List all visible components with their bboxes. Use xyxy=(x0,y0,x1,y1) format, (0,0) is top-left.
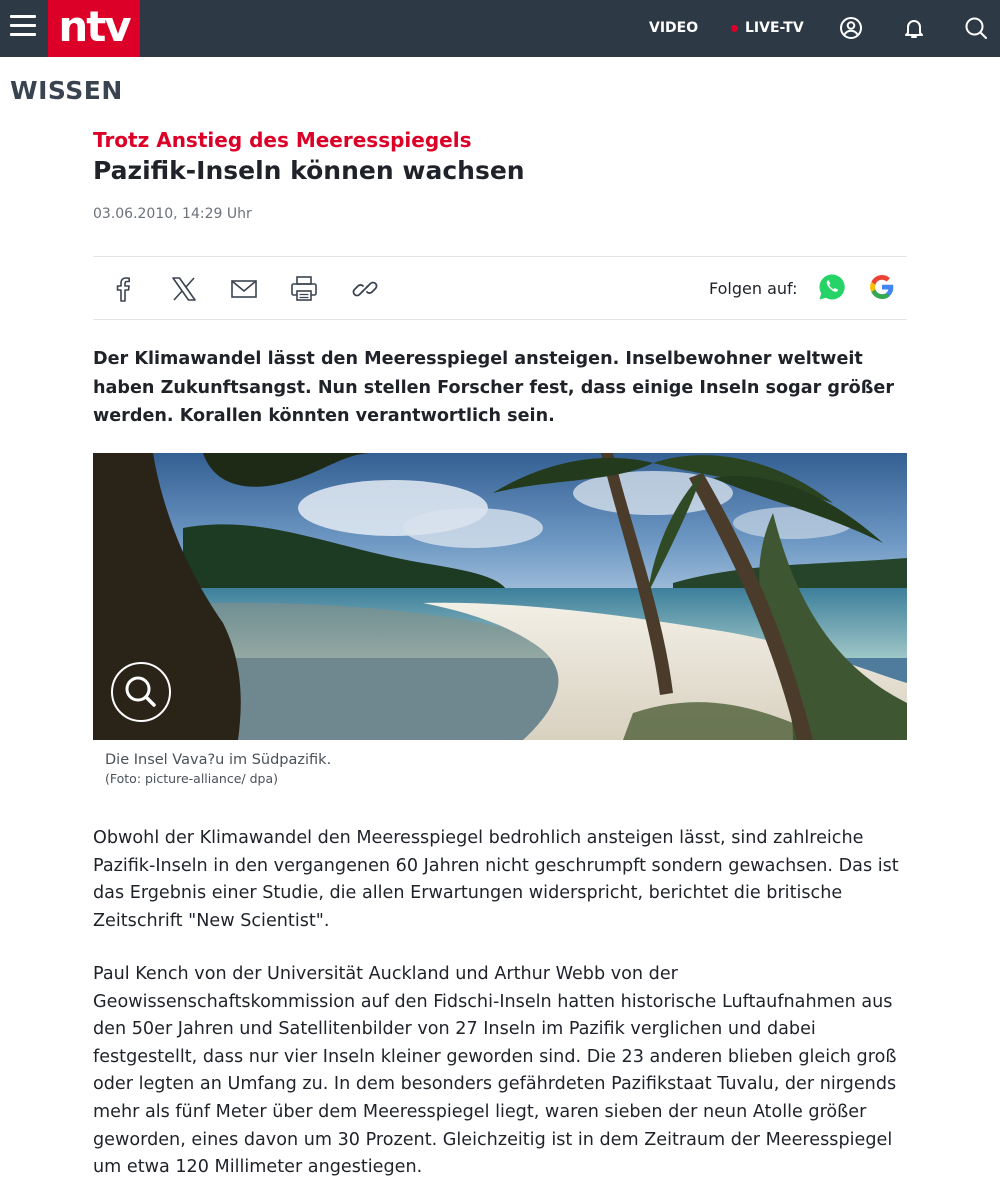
article-date: 03.06.2010, 14:29 Uhr xyxy=(93,206,252,222)
user-icon[interactable] xyxy=(839,16,863,40)
beach-photo-illustration xyxy=(93,453,907,740)
print-icon[interactable] xyxy=(289,274,319,304)
follow-label: Folgen auf: xyxy=(709,279,798,298)
whatsapp-icon[interactable] xyxy=(818,273,846,301)
google-icon[interactable] xyxy=(868,273,896,301)
live-indicator-dot xyxy=(731,25,738,32)
link-icon[interactable] xyxy=(350,274,380,304)
nav-live-tv-label: LIVE-TV xyxy=(745,20,804,36)
x-icon[interactable] xyxy=(169,274,199,304)
menu-icon[interactable] xyxy=(10,15,36,39)
ntv-logo[interactable] xyxy=(48,0,140,57)
image-zoom-button[interactable] xyxy=(111,662,171,722)
logo-text: ntv xyxy=(58,2,130,51)
article-title: Pazifik-Inseln können wachsen xyxy=(93,156,525,185)
magnifier-icon xyxy=(113,664,168,719)
article-paragraph: Obwohl der Klimawandel den Meeresspiegel bedrohlich ansteigen lässt, sind zahlreiche Pazifik-Inseln in den vergangenen 60 Jahren nicht geschrumpft sondern gewachsen. Das ist das Ergebnis einer Studie, die allen Erwartungen widerspricht, berichtet die britische Zeitschrift "New Scientist". xyxy=(93,828,899,931)
image-credit: (Foto: picture-alliance/ dpa) xyxy=(105,771,278,786)
image-caption: Die Insel Vava?u im Südpazifik. xyxy=(105,752,332,768)
section-label[interactable]: WISSEN xyxy=(10,76,123,105)
article-teaser: Der Klimawandel lässt den Meeresspiegel ansteigen. Inselbewohner weltweit haben Zukunftsangst. Nun stellen Forscher fest, dass einige Inseln sogar größer werden. Korallen könnten verantwortlich sein. xyxy=(93,349,895,426)
mail-icon[interactable] xyxy=(229,274,259,304)
bell-icon[interactable] xyxy=(902,16,926,40)
facebook-icon[interactable] xyxy=(108,274,138,304)
nav-video-link[interactable]: VIDEO xyxy=(649,20,699,36)
article-kicker: Trotz Anstieg des Meeresspiegels xyxy=(93,128,472,152)
article-image[interactable] xyxy=(93,453,907,740)
top-navigation-bar xyxy=(0,0,1000,57)
share-bar xyxy=(93,256,907,320)
article-paragraph: Paul Kench von der Universität Auckland und Arthur Webb von der Geowissenschaftskommission auf den Fidschi-Inseln hatten historische Luftaufnahmen aus den 50er Jahren und Satellitenbilder von 27 Inseln im Pazifik verglichen und dabei festgestellt, dass nur vier Inseln kleiner geworden sind. Die 23 anderen blieben gleich groß oder legten an Umfang zu. In dem besonders gefährdeten Pazifikstaat Tuvalu, der nirgends mehr als fünf Meter über dem Meeresspiegel liegt, waren sieben der neun Atolle größer geworden, eines davon um 30 Prozent. Gleichzeitig ist in dem Zeitraum der Meeresspiegel um etwa 120 Millimeter angestiegen. xyxy=(93,964,897,1178)
nav-live-tv-link[interactable] xyxy=(731,20,804,36)
search-icon[interactable] xyxy=(964,16,988,40)
